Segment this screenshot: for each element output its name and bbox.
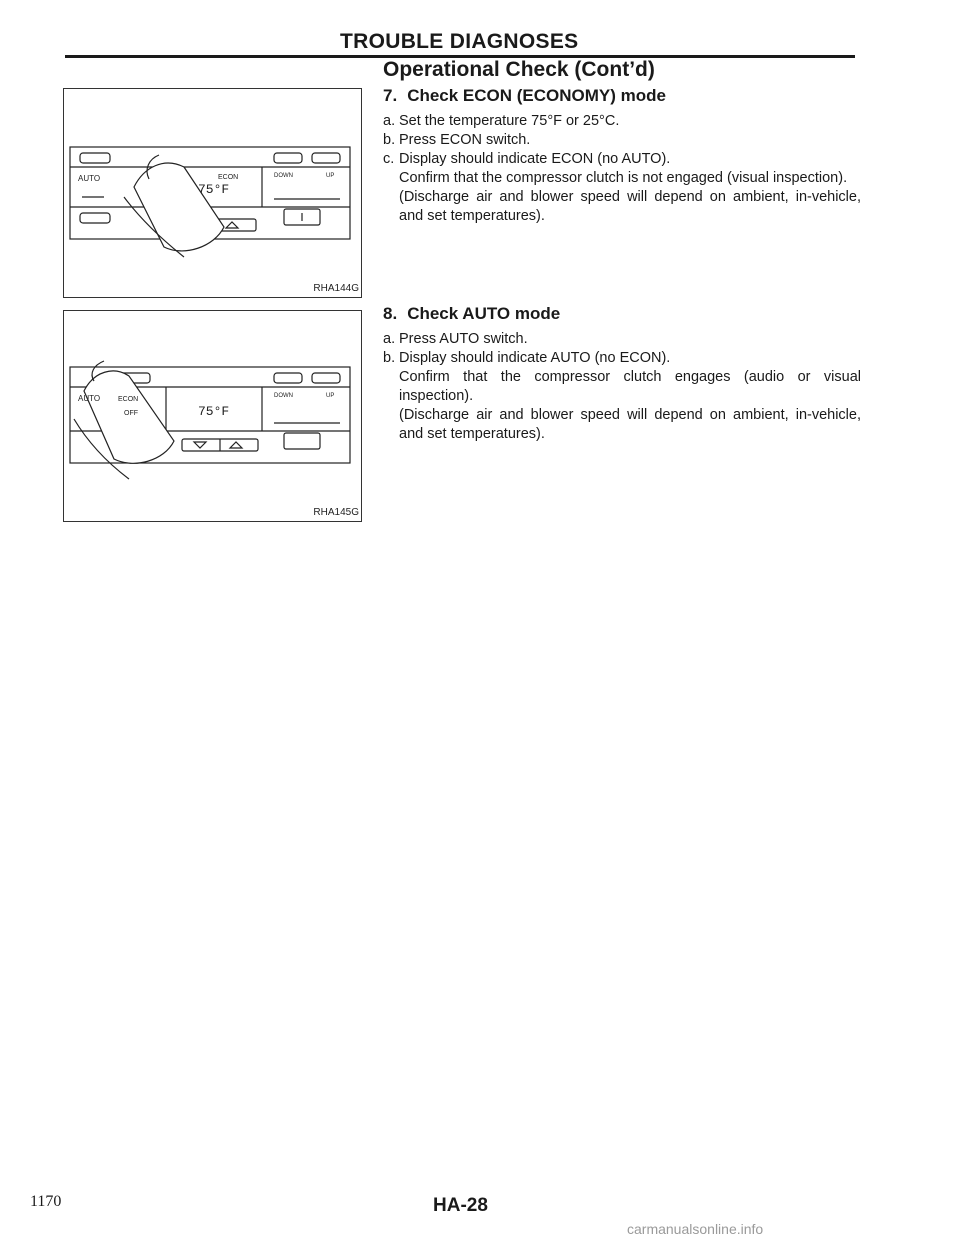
step-auto-mode [383,304,873,444]
item-line: (Discharge air and blower speed will depend on ambient, in-vehicle, and set temperatures). [399,407,861,442]
item-text [399,112,873,131]
fig1-temp-readout: 75°F [198,182,230,197]
list-item [383,330,873,349]
item-line: Press ECON switch. [399,132,531,148]
figure-code: RHA145G [313,507,359,518]
step-heading [383,304,873,324]
item-line: Set the temperature 75°F or 25°C. [399,113,620,129]
item-line: Confirm that the compressor clutch is not engaged (visual inspection). [399,170,848,186]
item-letter: a. [383,113,396,129]
figure-code: RHA144G [313,283,359,294]
step-title: Check ECON (ECONOMY) mode [407,86,666,105]
step-number: 8. [383,304,398,323]
fig2-auto-label: AUTO [78,394,101,403]
step-econ-mode [383,86,873,226]
item-line: Display should indicate ECON (no AUTO). [399,151,671,167]
fig1-up-label: UP [326,173,335,179]
item-letter: a. [383,331,396,347]
climate-panel-illustration [64,311,361,521]
step-title: Check AUTO mode [407,304,561,323]
item-letter: b. [383,132,396,148]
fig2-off-label: OFF [124,410,138,417]
item-text [399,131,873,150]
watermark: carmanualsonline.info [627,1221,764,1237]
item-text [399,349,873,444]
item-line: Press AUTO switch. [399,331,528,347]
figure-econ-panel [63,88,362,298]
page-id: HA-28 [433,1195,488,1216]
climate-panel-illustration [64,89,361,297]
fig1-auto-label: AUTO [78,174,101,183]
item-letter: b. [383,350,396,366]
fig2-down-label: DOWN [274,393,293,399]
fig1-down-label: DOWN [274,173,293,179]
item-line: (Discharge air and blower speed will depend on ambient, in-vehicle, and set temperatures). [399,189,861,224]
fig2-temp-readout: 75°F [198,404,230,419]
list-item [383,349,873,444]
fig2-econ-label: ECON [118,396,139,403]
item-line: Confirm that the compressor clutch engages (audio or visual inspection). [399,369,861,404]
item-letter: c. [383,151,395,167]
item-line: Display should indicate AUTO (no ECON). [399,350,671,366]
fig1-econ-label: ECON [218,174,239,181]
item-text [399,330,873,349]
step-number: 7. [383,86,398,105]
step-heading [383,86,873,106]
step-items [383,330,873,444]
figure-auto-panel [63,310,362,522]
fig2-up-label: UP [326,393,335,399]
page-header-title: TROUBLE DIAGNOSES [340,30,579,53]
list-item [383,131,873,150]
list-item [383,150,873,226]
item-text [399,150,873,226]
step-items [383,112,873,226]
page-number-left: 1170 [30,1193,62,1210]
section-title: Operational Check (Cont’d) [383,58,655,81]
list-item [383,112,873,131]
